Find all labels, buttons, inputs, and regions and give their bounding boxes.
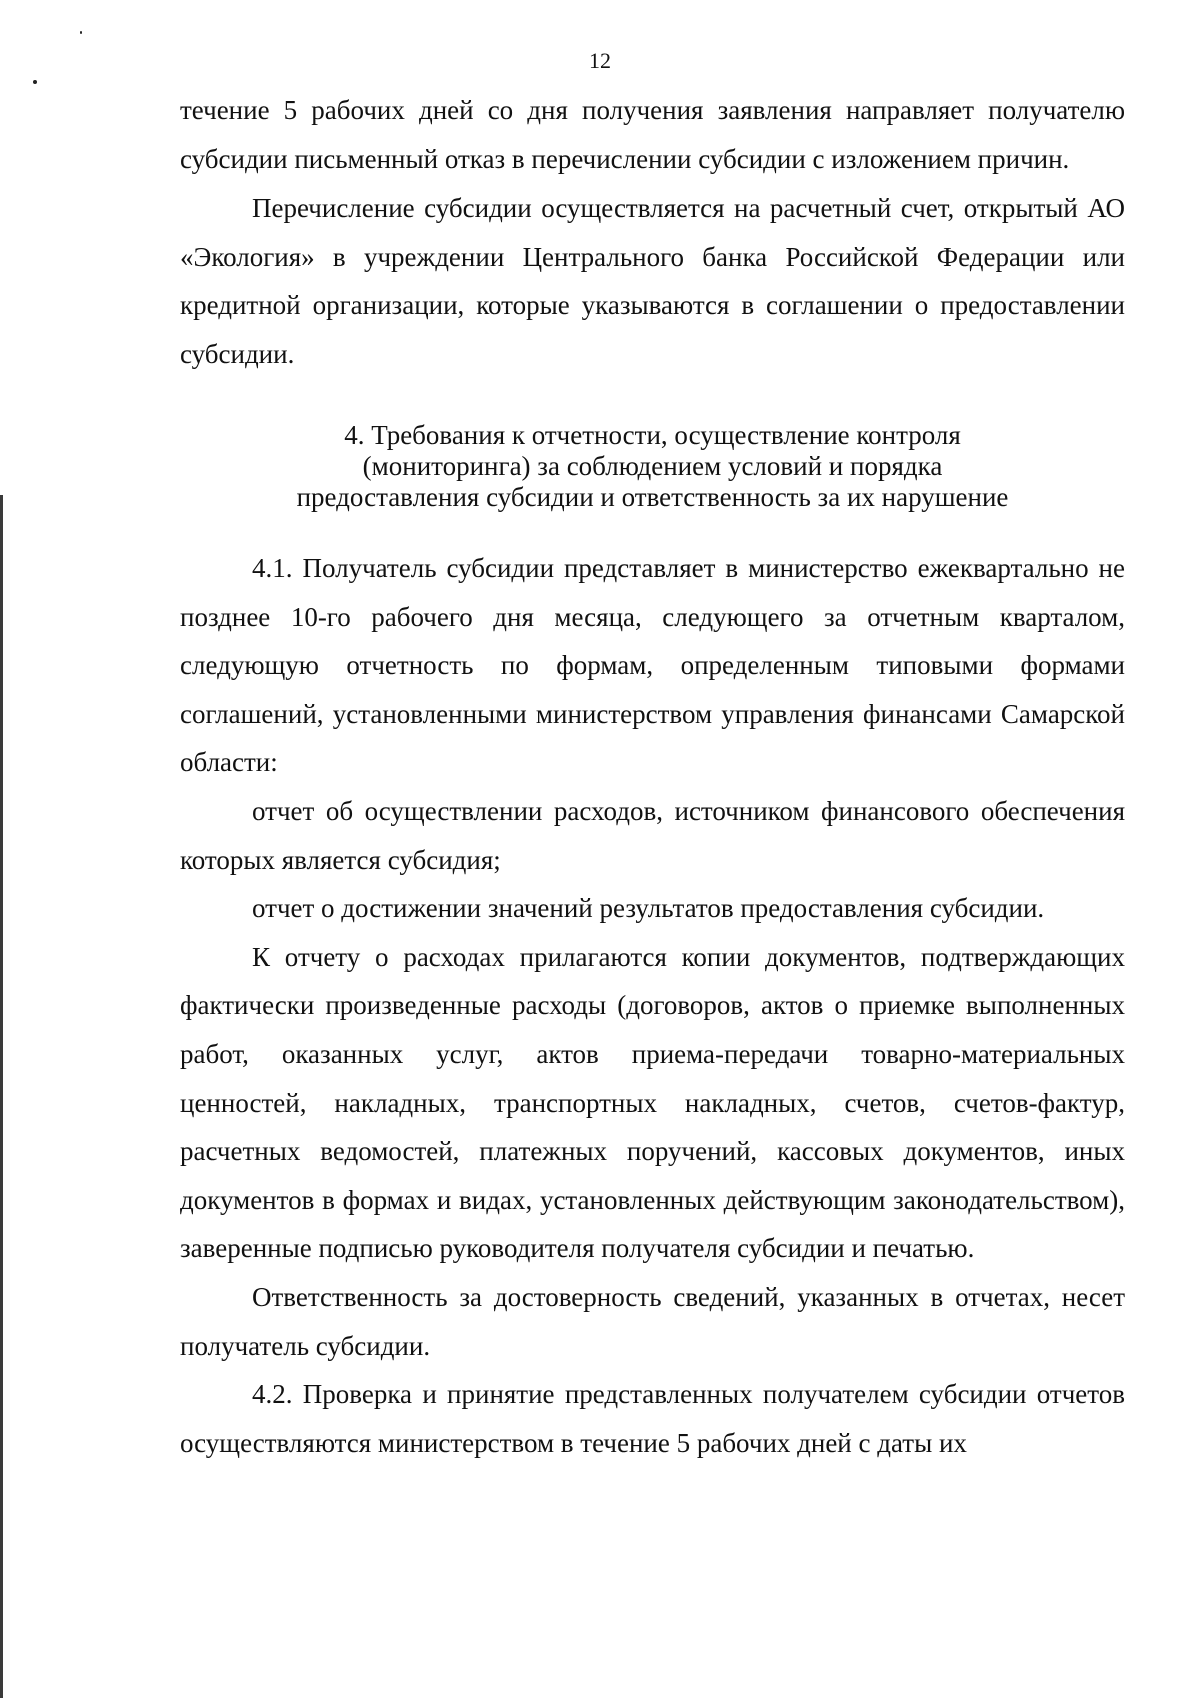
paragraph: 4.2. Проверка и принятие представленных получателем субсидии отчетов осуществляются министерством в течение 5 рабочих дней с даты их <box>180 1379 1125 1458</box>
page-number: 12 <box>589 48 611 73</box>
paragraph: 4.1. Получатель субсидии представляет в министерство ежеквартально не позднее 10-го рабочего дня месяца, следующего за отчетным кварталом, следующую отчетность по формам, определенным типовыми формами соглашений, установленными министерством управления финансами Самарской области: <box>180 553 1125 778</box>
paragraph: отчет о достижении значений результатов предоставления субсидии. <box>252 893 1045 924</box>
section-heading-line: 4. Требования к отчетности, осуществление контроля <box>344 420 961 450</box>
paragraph: Перечисление субсидии осуществляется на расчетный счет, открытый АО «Экология» в учреждении Центрального банка Российской Федерации или кредитной организации, которые указываются в соглашении о предоставлении субсидии. <box>180 193 1125 369</box>
scan-speck <box>80 31 82 34</box>
text-block-section-4 <box>180 544 1125 1467</box>
paragraph: К отчету о расходах прилагаются копии документов, подтверждающих фактически произведенные расходы (договоров, актов о приемке выполненных работ, оказанных услуг, актов приема-передачи товарно-материальных ценностей, накладных, транспортных накладных, счетов, счетов-фактур, расчетных ведомостей, платежных поручений, кассовых документов, иных документов в формах и видах, установленных действующим законодательством), заверенные подписью руководителя получателя субсидии и печатью. <box>180 941 1125 1264</box>
paragraph: отчет об осуществлении расходов, источником финансового обеспечения которых является субсидия; <box>180 795 1125 875</box>
section-heading-line: предоставления субсидии и ответственность за их нарушение <box>296 482 1009 512</box>
section-heading-line: (мониторинга) за соблюдением условий и порядка <box>362 451 943 481</box>
text-block-top-continuation <box>180 86 1125 183</box>
paragraph: Ответственность за достоверность сведений, указанных в отчетах, несет получатель субсидии. <box>180 1281 1125 1361</box>
scan-speck <box>33 80 37 84</box>
scan-edge-line <box>0 495 3 1698</box>
text-block-transfer <box>180 184 1125 378</box>
paragraph: течение 5 рабочих дней со дня получения заявления направляет получателю субсидии письменный отказ в перечислении субсидии с изложением причин. <box>180 95 1125 174</box>
section-heading <box>180 420 1125 513</box>
